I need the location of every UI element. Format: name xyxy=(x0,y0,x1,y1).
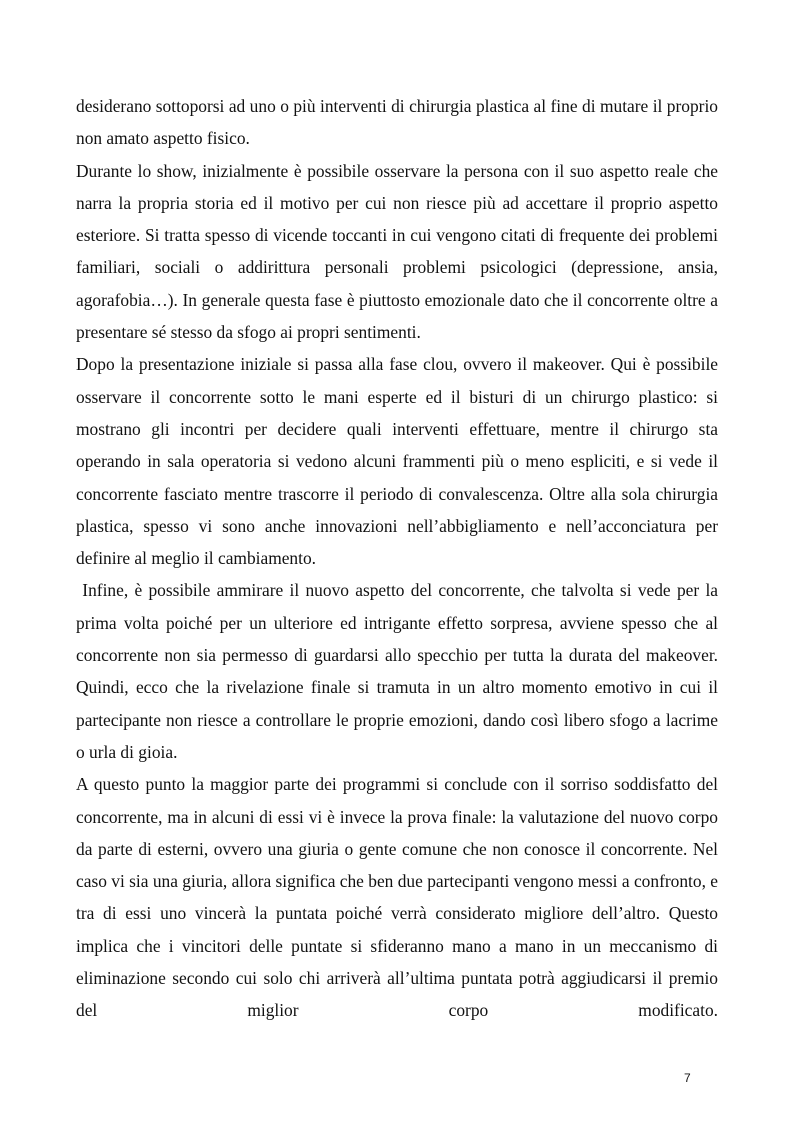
paragraph-makeover-phase: Dopo la presentazione iniziale si passa alla fase clou, ovvero il makeover. Qui è possibile osservare il concorrente sotto le mani esperte ed il bisturi di un chirurgo plastico: si mostrano gli incontri per decidere quali interventi effettuare, mentre il chirurgo sta operando in sala operatoria si vedono alcuni frammenti più o meno espliciti, e si vede il concorrente fasciato mentre trascorre il periodo di convalescenza. Oltre alla sola chirurgia plastica, spesso vi sono anche innovazioni nell’abbigliamento e nell’acconciatura per definire al meglio il cambiamento. xyxy=(76,354,718,569)
paragraph-final-evaluation: A questo punto la maggior parte dei programmi si conclude con il sorriso soddisfatto del concorrente, ma in alcuni di essi vi è invece la prova finale: la valutazione del nuovo corpo da parte di esterni, ovvero una giuria o gente comune che non conosce il concorrente. Nel caso vi sia una giuria, allora significa che ben due partecipanti vengono messi a confronto, e tra di essi uno vincerà la puntata poiché verrà considerato migliore dell’altro. Questo implica che i vincitori delle puntate si sfideranno mano a mano in un meccanismo di eliminazione secondo cui solo chi arriverà all’ultima puntata potrà aggiudicarsi il premio del miglior corpo modificato. xyxy=(76,774,718,1021)
page-number: 7 xyxy=(684,1071,691,1085)
paragraph-intro-continuation: desiderano sottoporsi ad uno o più interventi di chirurgia plastica al fine di mutare il proprio non amato aspetto fisico. xyxy=(76,96,718,149)
body-text xyxy=(76,90,723,1027)
paragraph-final-reveal: Infine, è possibile ammirare il nuovo aspetto del concorrente, che talvolta si vede per la prima volta poiché per un ulteriore ed intrigante effetto sorpresa, avviene spesso che al concorrente non sia permesso di guardarsi allo specchio per tutta la durata del makeover. Quindi, ecco che la rivelazione finale si tramuta in un altro momento emotivo in cui il partecipante non riesce a controllare le proprie emozioni, dando così libero sfogo a lacrime o urla di gioia. xyxy=(76,580,723,762)
paragraph-show-description: Durante lo show, inizialmente è possibile osservare la persona con il suo aspetto reale che narra la propria storia ed il motivo per cui non riesce più ad accettare il proprio aspetto esteriore. Si tratta spesso di vicende toccanti in cui vengono citati di frequente dei problemi familiari, sociali o addirittura personali problemi psicologici (depressione, ansia, agorafobia…). In generale questa fase è piuttosto emozionale dato che il concorrente oltre a presentare sé stesso da sfogo ai propri sentimenti. xyxy=(76,160,718,343)
